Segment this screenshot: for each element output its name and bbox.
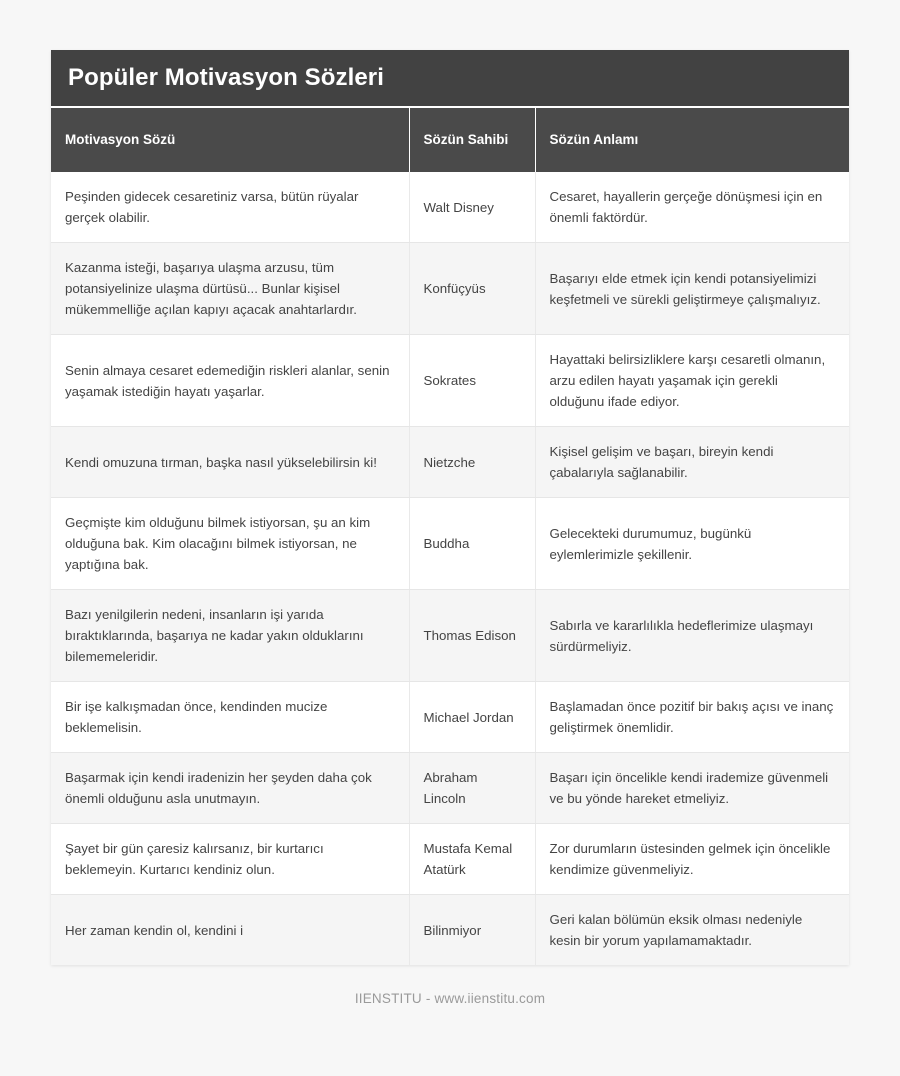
cell-quote: Senin almaya cesaret edemediğin riskleri alanlar, senin yaşamak istediğin hayatı yaşarlar. (51, 335, 409, 427)
cell-meaning: Hayattaki belirsizliklere karşı cesaretli olmanın, arzu edilen hayatı yaşamak için gerekli olduğunu ifade ediyor. (535, 335, 849, 427)
table-row (51, 243, 849, 335)
cell-quote: Kendi omuzuna tırman, başka nasıl yükselebilirsin ki! (51, 427, 409, 498)
cell-meaning: Geri kalan bölümün eksik olması nedeniyle kesin bir yorum yapılamamaktadır. (535, 895, 849, 966)
cell-quote: Geçmişte kim olduğunu bilmek istiyorsan, şu an kim olduğuna bak. Kim olacağını bilmek istiyorsan, ne yaptığına bak. (51, 498, 409, 590)
table-row (51, 682, 849, 753)
cell-author: Sokrates (409, 335, 535, 427)
cell-quote: Başarmak için kendi iradenizin her şeyden daha çok önemli olduğunu asla unutmayın. (51, 753, 409, 824)
table-row (51, 498, 849, 590)
cell-meaning: Başlamadan önce pozitif bir bakış açısı ve inanç geliştirmek önemlidir. (535, 682, 849, 753)
cell-meaning: Kişisel gelişim ve başarı, bireyin kendi çabalarıyla sağlanabilir. (535, 427, 849, 498)
cell-quote: Peşinden gidecek cesaretiniz varsa, bütün rüyalar gerçek olabilir. (51, 172, 409, 243)
table-header-row (51, 108, 849, 172)
column-header-meaning: Sözün Anlamı (535, 108, 849, 172)
footer-attribution: IIENSTITU - www.iienstitu.com (354, 991, 546, 1006)
table-row (51, 172, 849, 243)
cell-meaning: Sabırla ve kararlılıkla hedeflerimize ulaşmayı sürdürmeliyiz. (535, 590, 849, 682)
cell-quote: Bir işe kalkışmadan önce, kendinden mucize beklemelisin. (51, 682, 409, 753)
cell-quote: Her zaman kendin ol, kendini i (51, 895, 409, 966)
cell-quote: Şayet bir gün çaresiz kalırsanız, bir kurtarıcı beklemeyin. Kurtarıcı kendiniz olun. (51, 824, 409, 895)
cell-author: Konfüçyüs (409, 243, 535, 335)
cell-meaning: Zor durumların üstesinden gelmek için öncelikle kendimize güvenmeliyiz. (535, 824, 849, 895)
cell-author: Walt Disney (409, 172, 535, 243)
quotes-table (51, 108, 849, 965)
cell-meaning: Başarıyı elde etmek için kendi potansiyelimizi keşfetmeli ve sürekli geliştirmeye çalışmalıyız. (535, 243, 849, 335)
cell-quote: Bazı yenilgilerin nedeni, insanların işi yarıda bıraktıklarında, başarıya ne kadar yakın olduklarını bilememeleridir. (51, 590, 409, 682)
page-title: Popüler Motivasyon Sözleri (51, 50, 849, 108)
cell-meaning: Gelecekteki durumumuz, bugünkü eylemlerimizle şekillenir. (535, 498, 849, 590)
cell-meaning: Cesaret, hayallerin gerçeğe dönüşmesi için en önemli faktördür. (535, 172, 849, 243)
cell-quote: Kazanma isteği, başarıya ulaşma arzusu, tüm potansiyelinize ulaşma dürtüsü... Bunlar kişisel mükemmelliğe açılan kapıyı açacak anahtarlardır. (51, 243, 409, 335)
cell-author: Buddha (409, 498, 535, 590)
cell-author: Bilinmiyor (409, 895, 535, 966)
table-body (51, 172, 849, 965)
table-row (51, 824, 849, 895)
table-row (51, 427, 849, 498)
cell-author: Mustafa Kemal Atatürk (409, 824, 535, 895)
cell-author: Abraham Lincoln (409, 753, 535, 824)
table-row (51, 895, 849, 966)
quotes-table-card (51, 50, 849, 965)
table-row (51, 753, 849, 824)
cell-author: Michael Jordan (409, 682, 535, 753)
cell-author: Thomas Edison (409, 590, 535, 682)
table-row (51, 335, 849, 427)
cell-meaning: Başarı için öncelikle kendi irademize güvenmeli ve bu yönde hareket etmeliyiz. (535, 753, 849, 824)
column-header-quote: Motivasyon Sözü (51, 108, 409, 172)
cell-author: Nietzche (409, 427, 535, 498)
table-header (51, 108, 849, 172)
column-header-author: Sözün Sahibi (409, 108, 535, 172)
table-row (51, 590, 849, 682)
